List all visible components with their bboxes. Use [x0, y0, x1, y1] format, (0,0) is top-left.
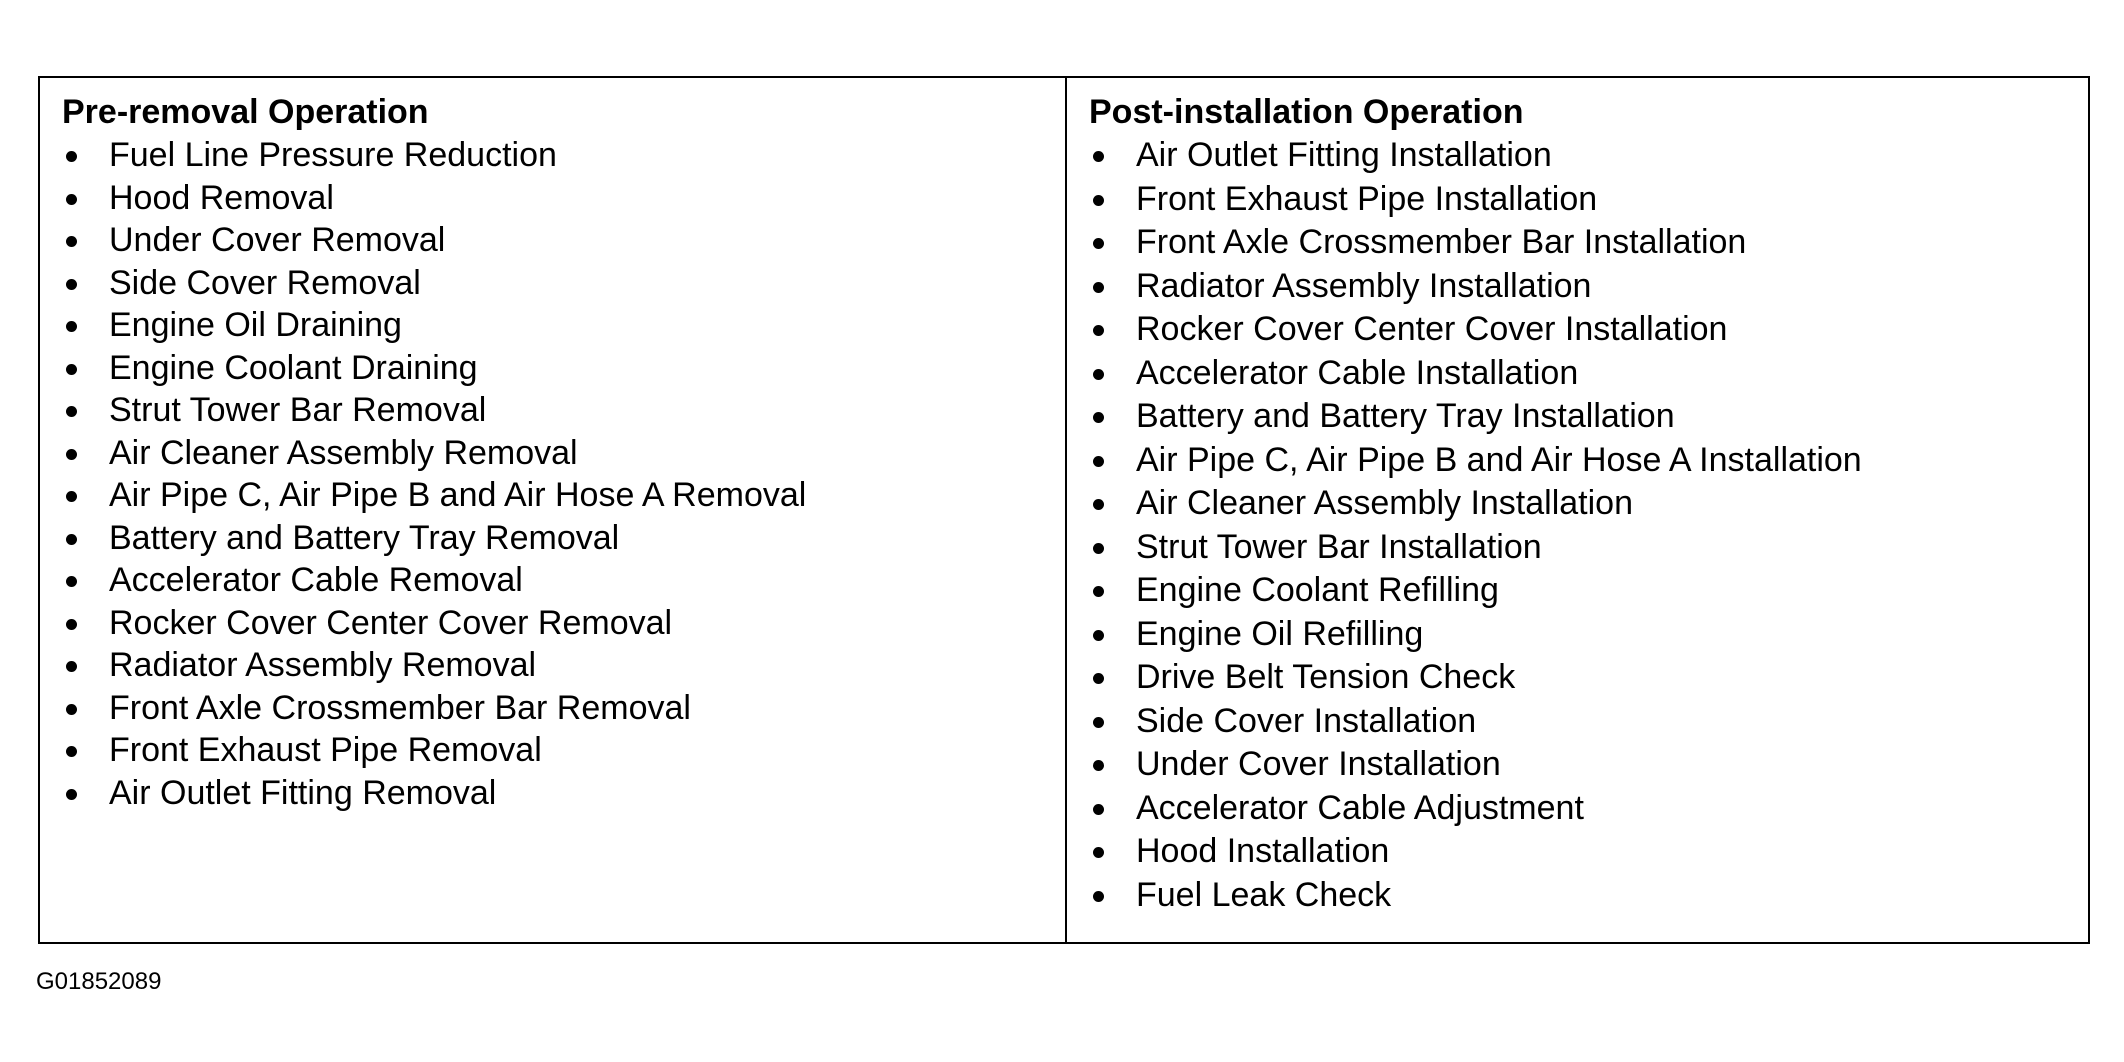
pre-removal-item [62, 389, 1065, 432]
pre-removal-item [62, 304, 1065, 347]
item-label: Drive Belt Tension Check [1136, 658, 1516, 696]
item-label: Engine Oil Draining [109, 306, 402, 344]
bullet-icon [66, 576, 77, 587]
post-installation-item [1089, 265, 2088, 309]
post-installation-item [1089, 526, 2088, 570]
item-label: Rocker Cover Center Cover Removal [109, 603, 673, 642]
pre-removal-item [62, 772, 1065, 815]
pre-removal-item [62, 729, 1065, 772]
post-installation-item [1089, 700, 2088, 744]
item-label: Front Axle Crossmember Bar Installation [1136, 223, 1747, 261]
item-label: Under Cover Removal [109, 221, 446, 259]
bullet-icon [1093, 238, 1104, 249]
item-label: Strut Tower Bar Installation [1136, 527, 1542, 566]
bullet-icon [66, 746, 77, 757]
item-label: Air Cleaner Assembly Installation [1136, 484, 1634, 522]
pre-removal-item [62, 347, 1065, 390]
bullet-icon [1093, 673, 1104, 684]
item-label: Engine Oil Refilling [1136, 614, 1424, 653]
bullet-icon [1093, 804, 1104, 815]
bullet-icon [66, 364, 77, 375]
pre-removal-item [62, 432, 1065, 475]
bullet-icon [1093, 543, 1104, 554]
post-installation-list [1089, 134, 2088, 917]
item-label: Under Cover Installation [1136, 745, 1501, 783]
item-label: Air Outlet Fitting Installation [1136, 136, 1552, 174]
post-installation-item [1089, 395, 2088, 439]
bullet-icon [1093, 586, 1104, 597]
bullet-icon [1093, 891, 1104, 902]
item-label: Front Exhaust Pipe Installation [1136, 179, 1598, 218]
pre-removal-item [62, 687, 1065, 730]
item-label: Fuel Line Pressure Reduction [109, 136, 557, 174]
pre-removal-item [62, 644, 1065, 687]
bullet-icon [1093, 325, 1104, 336]
bullet-icon [66, 236, 77, 247]
item-label: Air Pipe C, Air Pipe B and Air Hose A Removal [109, 476, 807, 514]
bullet-icon [66, 194, 77, 205]
bullet-icon [66, 279, 77, 290]
item-label: Side Cover Installation [1136, 701, 1477, 740]
pre-removal-column [40, 78, 1067, 942]
post-installation-item [1089, 134, 2088, 178]
bullet-icon [1093, 456, 1104, 467]
bullet-icon [1093, 760, 1104, 771]
post-installation-item [1089, 656, 2088, 700]
bullet-icon [1093, 195, 1104, 206]
bullet-icon [1093, 412, 1104, 423]
bullet-icon [66, 661, 77, 672]
item-label: Air Pipe C, Air Pipe B and Air Hose A Installation [1136, 440, 1862, 479]
post-installation-item [1089, 874, 2088, 918]
item-label: Front Exhaust Pipe Removal [109, 731, 542, 769]
item-label: Engine Coolant Refilling [1136, 571, 1499, 609]
bullet-icon [66, 151, 77, 162]
bullet-icon [1093, 717, 1104, 728]
pre-removal-item [62, 517, 1065, 560]
bullet-icon [66, 619, 77, 630]
item-label: Strut Tower Bar Removal [109, 391, 487, 429]
bullet-icon [66, 449, 77, 460]
bullet-icon [66, 534, 77, 545]
pre-removal-item [62, 602, 1065, 645]
pre-removal-item [62, 177, 1065, 220]
bullet-icon [66, 406, 77, 417]
item-label: Accelerator Cable Adjustment [1136, 788, 1584, 827]
item-label: Battery and Battery Tray Installation [1136, 397, 1675, 435]
bullet-icon [1093, 847, 1104, 858]
post-installation-item [1089, 439, 2088, 483]
post-installation-item [1089, 178, 2088, 222]
item-label: Radiator Assembly Removal [109, 646, 537, 684]
item-label: Hood Installation [1136, 832, 1390, 870]
post-installation-item [1089, 352, 2088, 396]
item-label: Fuel Leak Check [1136, 875, 1392, 914]
post-installation-item [1089, 743, 2088, 787]
bullet-icon [66, 491, 77, 502]
post-installation-item [1089, 569, 2088, 613]
bullet-icon [66, 789, 77, 800]
item-label: Radiator Assembly Installation [1136, 266, 1592, 305]
post-installation-item [1089, 482, 2088, 526]
pre-removal-item [62, 134, 1065, 177]
bullet-icon [1093, 282, 1104, 293]
pre-removal-item [62, 219, 1065, 262]
operations-table [38, 76, 2090, 944]
post-installation-item [1089, 613, 2088, 657]
post-installation-heading: Post-installation Operation [1089, 93, 1524, 131]
item-label: Air Outlet Fitting Removal [109, 773, 497, 812]
item-label: Battery and Battery Tray Removal [109, 518, 620, 557]
bullet-icon [66, 704, 77, 715]
bullet-icon [1093, 499, 1104, 510]
pre-removal-item [62, 262, 1065, 305]
bullet-icon [1093, 151, 1104, 162]
item-label: Front Axle Crossmember Bar Removal [109, 688, 691, 727]
post-installation-column [1067, 78, 2088, 942]
pre-removal-item [62, 474, 1065, 517]
pre-removal-item [62, 559, 1065, 602]
bullet-icon [1093, 369, 1104, 380]
item-label: Side Cover Removal [109, 263, 421, 302]
item-label: Accelerator Cable Installation [1136, 353, 1579, 392]
pre-removal-list [62, 134, 1065, 814]
item-label: Rocker Cover Center Cover Installation [1136, 310, 1728, 348]
figure-id: G01852089 [36, 968, 162, 995]
item-label: Hood Removal [109, 178, 334, 217]
post-installation-item [1089, 308, 2088, 352]
post-installation-item [1089, 830, 2088, 874]
bullet-icon [66, 321, 77, 332]
item-label: Engine Coolant Draining [109, 348, 478, 387]
bullet-icon [1093, 630, 1104, 641]
pre-removal-heading: Pre-removal Operation [62, 93, 429, 131]
post-installation-item [1089, 787, 2088, 831]
item-label: Accelerator Cable Removal [109, 561, 523, 599]
post-installation-item [1089, 221, 2088, 265]
item-label: Air Cleaner Assembly Removal [109, 433, 578, 472]
